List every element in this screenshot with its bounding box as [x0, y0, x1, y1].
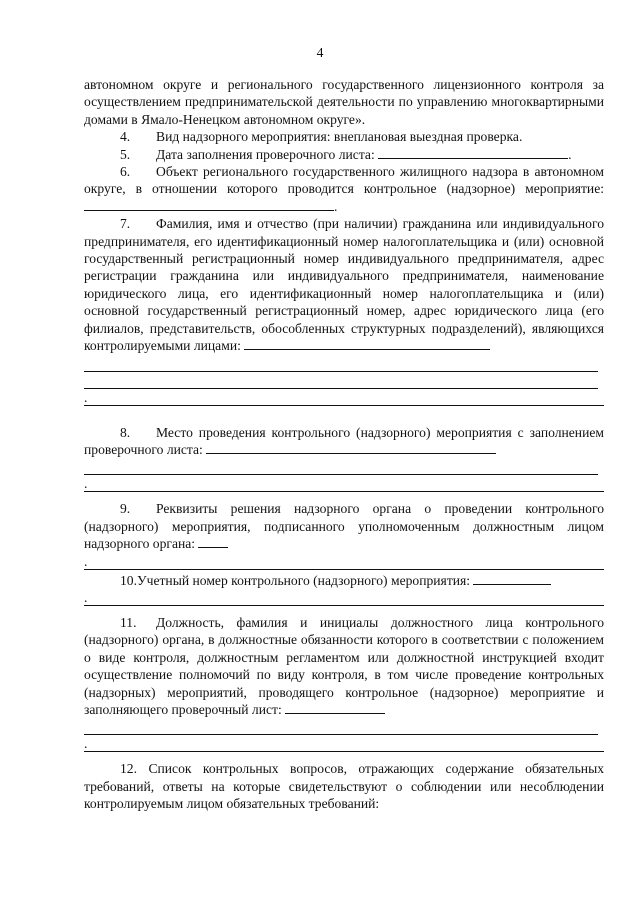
item-5-text: Дата заполнения проверочного листа:: [156, 146, 375, 162]
page-number: 4: [316, 45, 324, 60]
item-10-number: 10.: [120, 572, 137, 588]
item-12-number: 12.: [120, 761, 137, 777]
item-10-text: Учетный номер контрольного (надзорного) мероприятия:: [137, 572, 471, 588]
item-10-fill-line[interactable]: [473, 572, 551, 585]
item-6-fill-line[interactable]: [84, 198, 334, 211]
item-8-fill-line[interactable]: [206, 441, 496, 454]
item-9: [84, 500, 604, 552]
item-10: [84, 572, 604, 589]
item-8: [84, 424, 604, 459]
spacer: [84, 606, 604, 614]
spacer: [84, 492, 604, 500]
item-7-text: Фамилия, имя и отчество (при наличии) гражданина или индивидуального предпринимателя, его идентификационный номер налогоплательщика и (или) основной государственный регистрационный номер индивидуального предпринимателя, адрес регистрации гражданина или индивидуального предпринимателя, наименование юридического лица, его идентификационный номер налогоплательщика и (или) основной государственный регистрационный номер, адрес юридического лица (его филиалов, представительств, обособленных структурных подразделений), являющихся контролируемыми лицами:: [84, 216, 604, 354]
item-8-number: 8.: [120, 424, 131, 440]
spacer: [84, 752, 604, 760]
item-11: [84, 614, 604, 718]
item-10-blank-line-1[interactable]: [84, 589, 604, 606]
item-4-number: 4.: [120, 129, 131, 145]
item-7-fill-line[interactable]: [244, 337, 490, 350]
item-7-blank-line-3[interactable]: [84, 389, 604, 406]
item-8-blank-line-2[interactable]: [84, 475, 604, 492]
item-8-blank-line-1[interactable]: [84, 458, 598, 475]
item-11-text: Должность, фамилия и инициалы должностного лица контрольного (надзорного) органа, в должностные обязанности которого в соответствии с положением о виде контроля, должностным регламентом или должностной инструкцией входит осуществление полномочий по виду контроля, в том числе проведение контрольных (надзорных) мероприятий, проводящего контрольное (надзорное) мероприятие и заполняющего проверочный лист:: [84, 614, 604, 717]
item-9-fill-line[interactable]: [198, 535, 228, 548]
item-5-fill-line[interactable]: [378, 146, 568, 159]
item-11-number: 11.: [120, 614, 137, 630]
spacer: [84, 406, 604, 424]
item-7: [84, 215, 604, 354]
item-9-blank-line-1[interactable]: [84, 553, 604, 570]
item-5: 5. Дата заполнения проверочного листа: .: [120, 146, 572, 162]
item-12: [84, 760, 604, 812]
item-11-blank-line-1[interactable]: [84, 718, 598, 735]
item-7-blank-line-2[interactable]: [84, 372, 598, 389]
item-8-text: Место проведения контрольного (надзорного) мероприятия с заполнением проверочного листа:: [84, 424, 604, 457]
item-11-fill-line[interactable]: [285, 701, 385, 714]
item-11-blank-line-2[interactable]: [84, 735, 604, 752]
item-6-text: Объект регионального государственного жилищного надзора в автономном округе, в отношении которого проводится контрольное (надзорное) мероприятие:: [84, 164, 604, 197]
item-12-text: Список контрольных вопросов, отражающих содержание обязательных требований, ответы на которые свидетельствуют о соблюдении или несоблюдении контролируемым лицом обязательных требований:: [84, 761, 604, 812]
item-5-number: 5.: [120, 146, 131, 162]
item-9-text: Реквизиты решения надзорного органа о проведении контрольного (надзорного) мероприятия, подписанного уполномоченным должностным лицом надзорного органа:: [84, 501, 604, 552]
item-7-number: 7.: [120, 216, 131, 232]
item-6-number: 6.: [120, 164, 131, 180]
intro-paragraph: автономном округе и регионального государственного лицензионного контроля за осуществлением предпринимательской деятельности по управлению многоквартирными домами в Ямало-Ненецком автономном округе».: [84, 77, 604, 127]
item-4: [84, 128, 604, 145]
item-6: 6. Объект регионального государственного жилищного надзора в автономном округе, в отношении которого проводится контрольное (надзорное) мероприятие: .: [84, 164, 604, 214]
item-9-number: 9.: [120, 501, 131, 517]
item-7-blank-line-1[interactable]: [84, 355, 598, 372]
document-body: [84, 76, 604, 813]
item-4-text: Вид надзорного мероприятия: внеплановая выездная проверка.: [156, 129, 523, 145]
